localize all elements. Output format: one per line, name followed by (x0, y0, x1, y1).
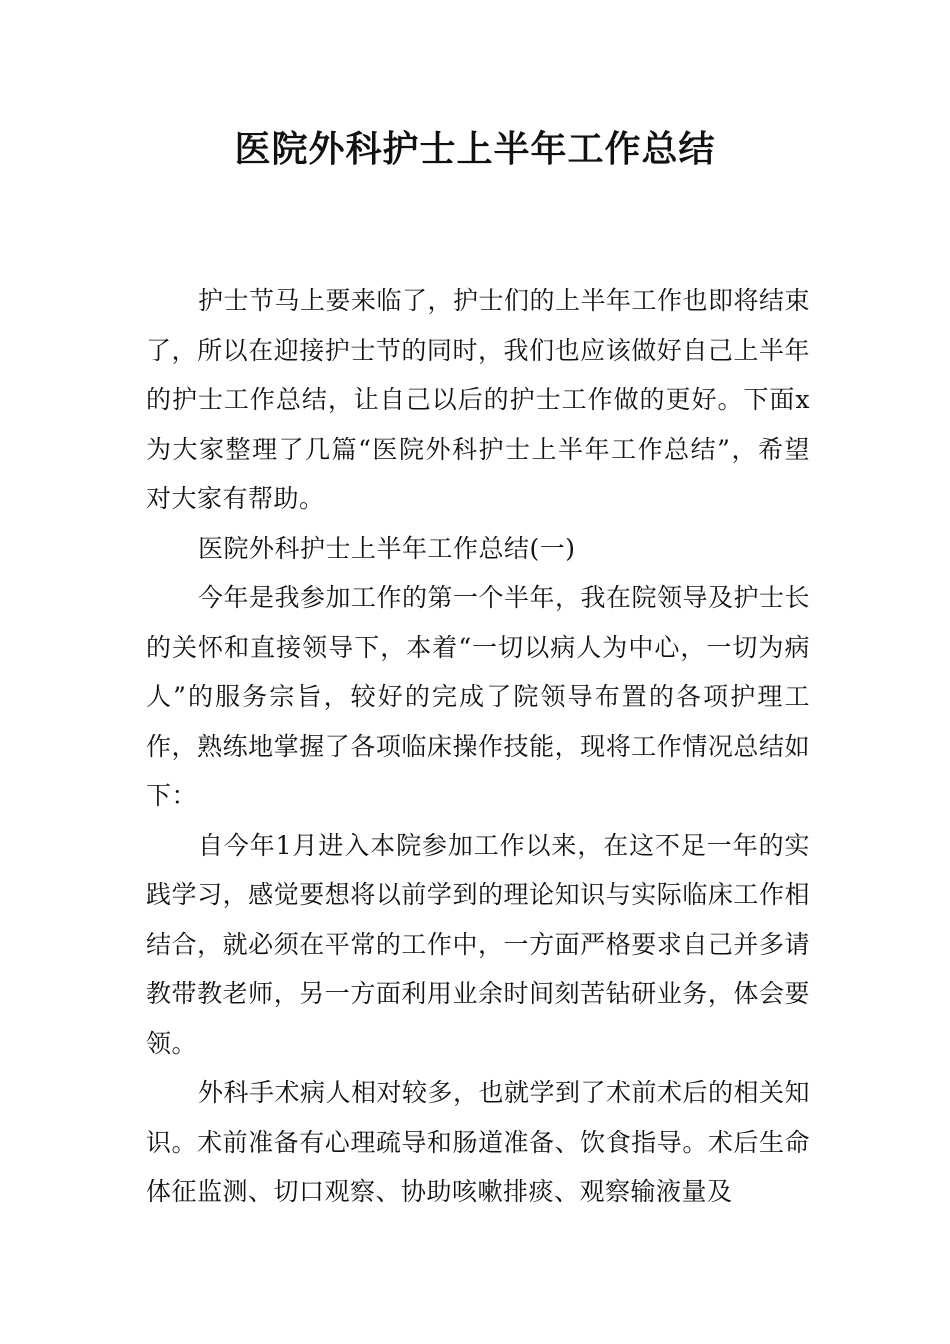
document-body (146, 276, 810, 1217)
section-heading: 医院外科护士上半年工作总结(一) (198, 533, 576, 563)
body-paragraph: 今年是我参加工作的第一个半年，我在院领导及护士长的关怀和直接领导下，本着“一切以病人为中心，一切为病人”的服务宗旨，较好的完成了院领导布置的各项护理工作，熟练地掌握了各项临床操作技能，现将工作情况总结如下： (146, 583, 811, 810)
document-title: 医院外科护士上半年工作总结 (234, 129, 716, 170)
body-paragraph: 外科手术病人相对较多，也就学到了术前术后的相关知识。术前准备有心理疏导和肠道准备、饮食指导。术后生命体征监测、切口观察、协助咳嗽排痰、观察输液量及 (146, 1078, 811, 1206)
intro-paragraph: 护士节马上要来临了，护士们的上半年工作也即将结束了，所以在迎接护士节的同时，我们也应该做好自己上半年的护士工作总结，让自己以后的护士工作做的更好。下面x为大家整理了几篇“医院外科护士上半年工作总结”，希望对大家有帮助。 (146, 286, 811, 513)
body-paragraph: 自今年1月进入本院参加工作以来，在这不足一年的实践学习，感觉要想将以前学到的理论知识与实际临床工作相结合，就必须在平常的工作中，一方面严格要求自己并多请教带教老师，另一方面利用业余时间刻苦钻研业务，体会要领。 (146, 830, 810, 1058)
